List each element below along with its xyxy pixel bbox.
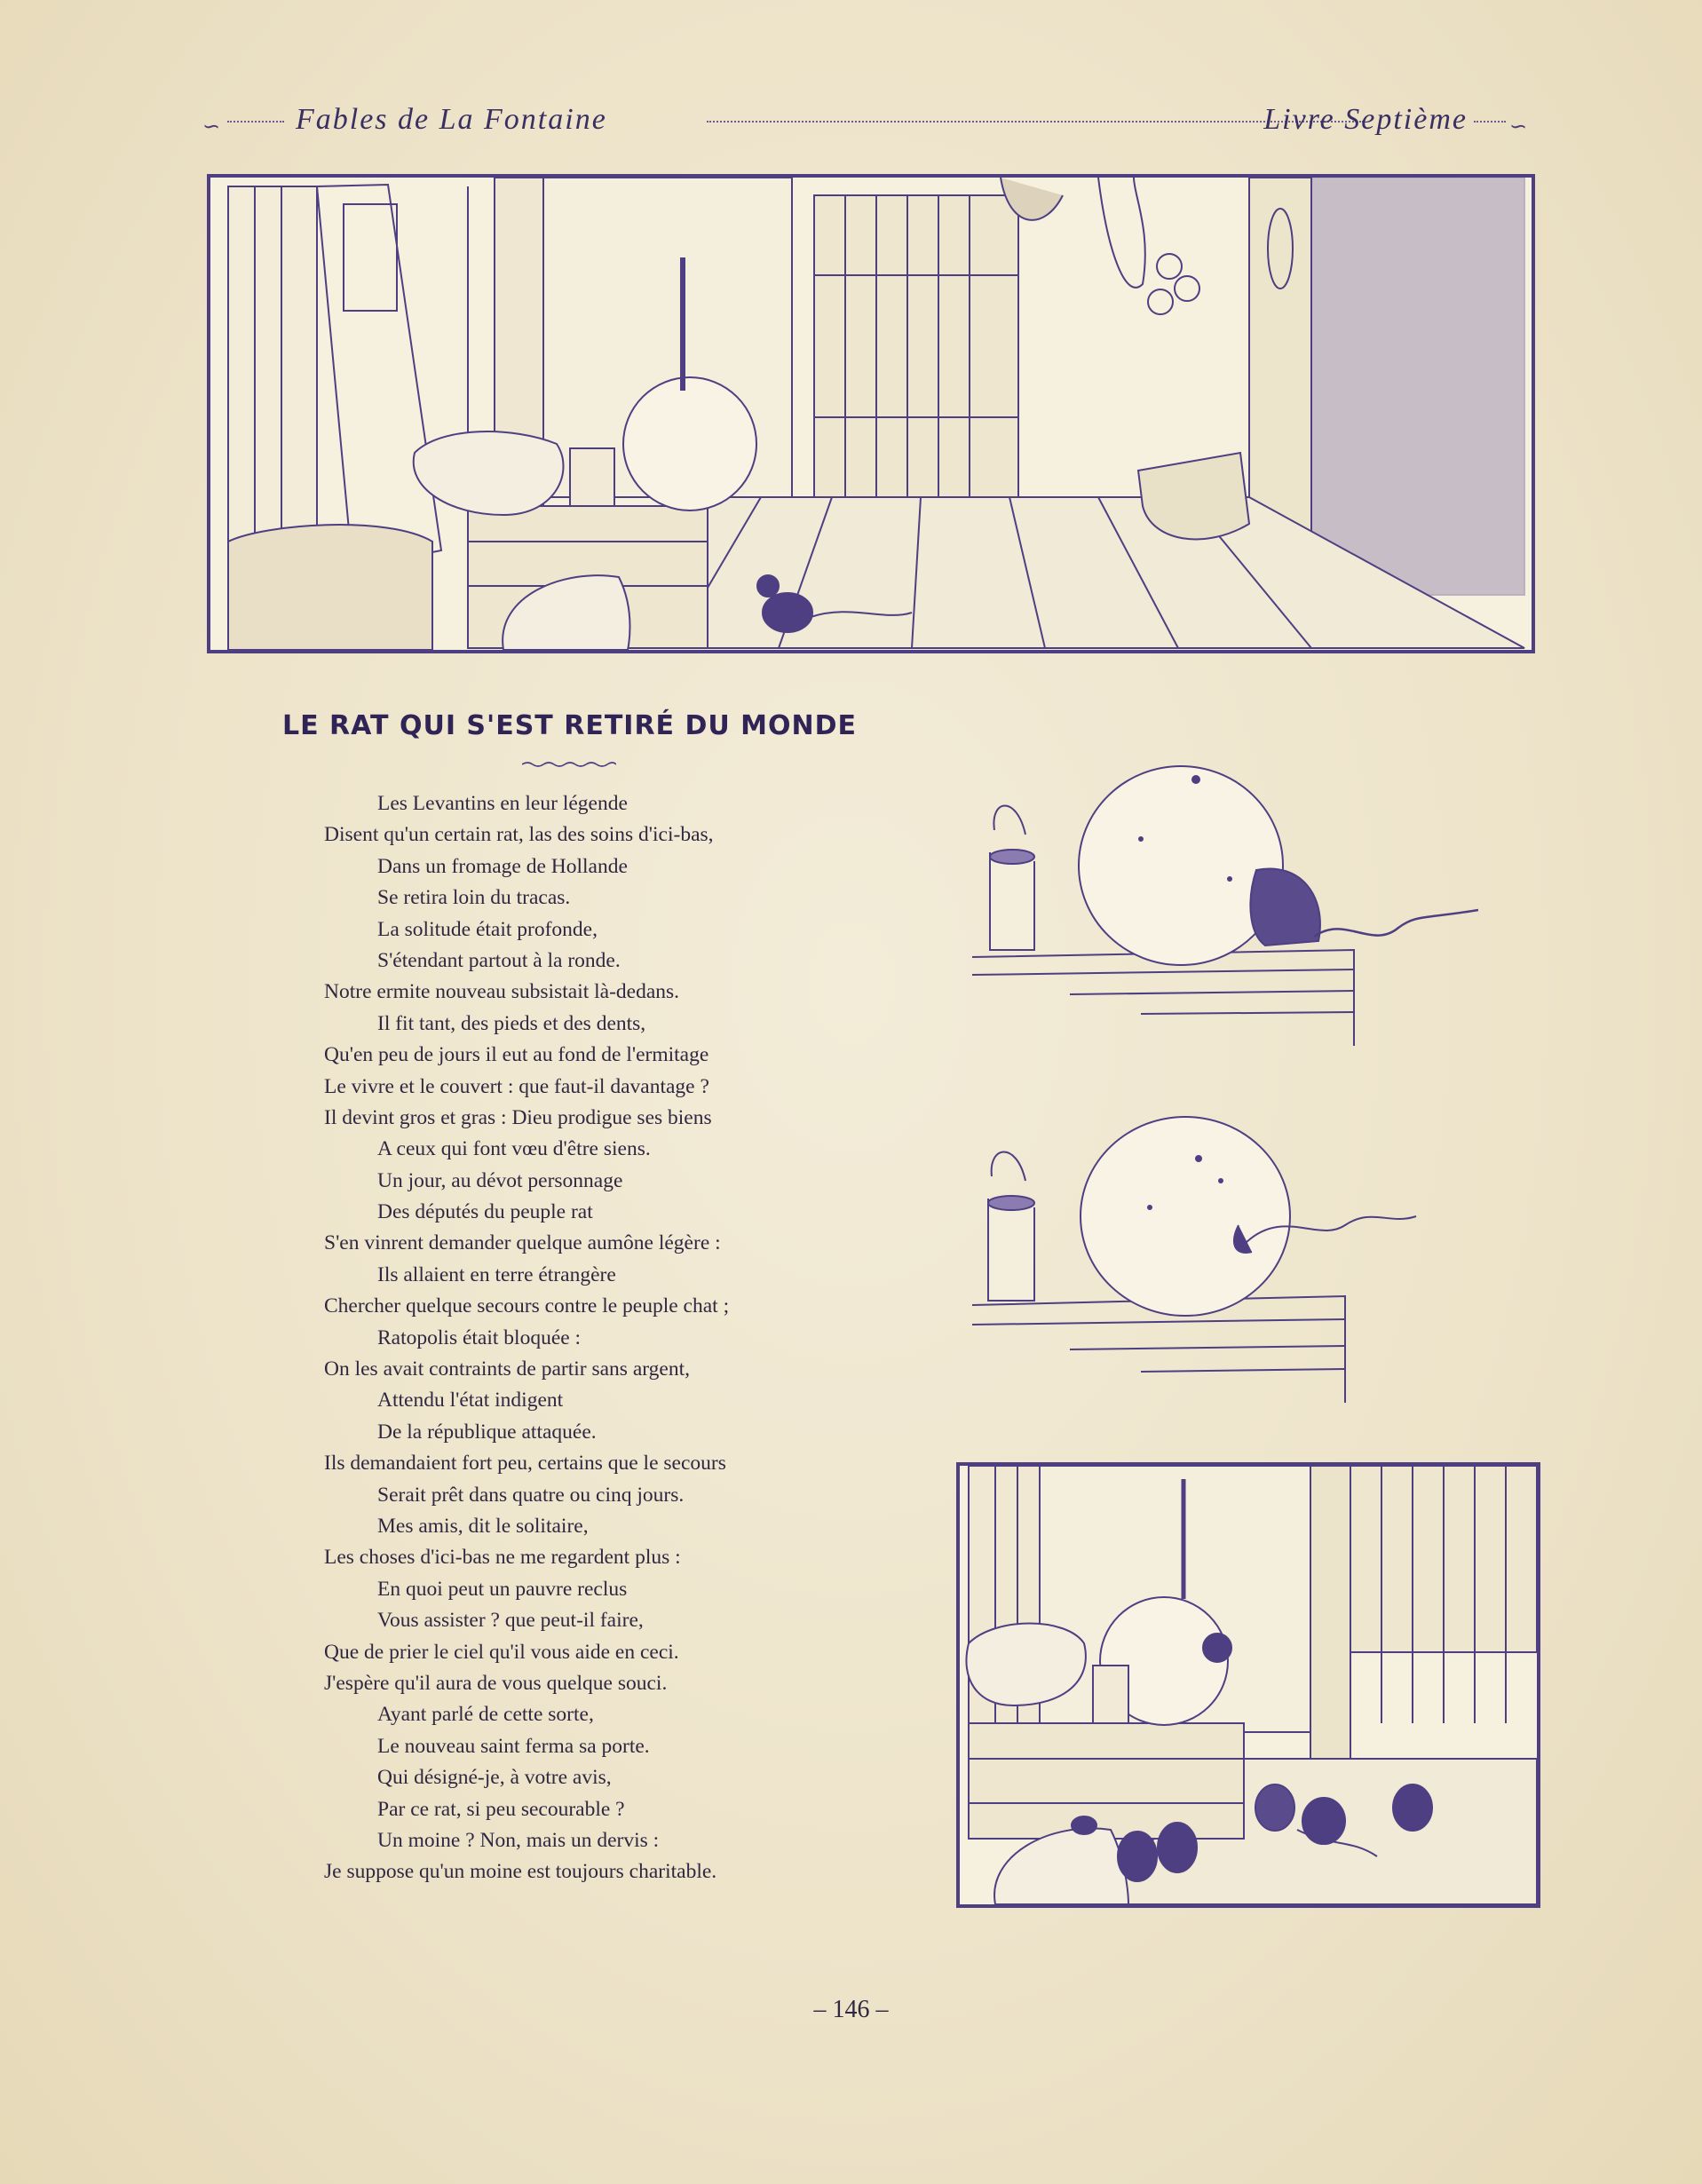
verse-line: Il devint gros et gras : Dieu prodigue ses biens	[324, 1105, 712, 1129]
fable-title: LE RAT QUI S'EST RETIRÉ DU MONDE	[282, 710, 858, 741]
header-rule-right	[1474, 121, 1506, 123]
verse-line: En quoi peut un pauvre reclus	[377, 1577, 628, 1601]
running-header	[202, 99, 1530, 144]
verse-line: Serait prêt dans quatre ou cinq jours.	[377, 1483, 685, 1507]
verse-line: On les avait contraints de partir sans argent,	[324, 1357, 690, 1381]
header-left-flourish-icon: ∽	[202, 114, 221, 138]
rat-tail-in-cheese-vignette	[963, 1092, 1461, 1412]
verse-line: Qu'en peu de jours il eut au fond de l'ermitage	[324, 1043, 709, 1067]
verse-line: Il fit tant, des pieds et des dents,	[377, 1011, 646, 1035]
verse-line: A ceux qui font vœu d'être siens.	[377, 1137, 651, 1161]
page-number: – 146 –	[813, 1996, 889, 2023]
verse-line: S'en vinrent demander quelque aumône légère :	[324, 1231, 721, 1255]
verse-line: Par ce rat, si peu secourable ?	[377, 1797, 625, 1821]
verse-line: Des députés du peuple rat	[377, 1200, 593, 1224]
verse-line: Notre ermite nouveau subsistait là-dedans.	[324, 980, 680, 1004]
book-title: Fables de La Fontaine	[296, 103, 607, 136]
verse-line: Chercher quelque secours contre le peuple chat ;	[324, 1294, 730, 1318]
verse-line: Je suppose qu'un moine est toujours charitable.	[324, 1860, 717, 1884]
header-rule-left	[227, 121, 284, 123]
verse-line: Mes amis, dit le solitaire,	[377, 1514, 589, 1538]
verse-line: Ils demandaient fort peu, certains que le secours	[324, 1452, 726, 1476]
verse-line: De la république attaquée.	[377, 1420, 597, 1444]
header-right-flourish-icon: ∽	[1509, 114, 1528, 138]
verse-line: Dans un fromage de Hollande	[377, 854, 628, 878]
verse-line: Le nouveau saint ferma sa porte.	[377, 1734, 650, 1758]
verse-line: Ayant parlé de cette sorte,	[377, 1703, 594, 1727]
verse-line: Attendu l'état indigent	[377, 1389, 564, 1412]
verse-line: Ils allaient en terre étrangère	[377, 1262, 616, 1286]
verse-line: S'étendant partout à la ronde.	[377, 948, 621, 972]
pantry-scene-illustration	[207, 174, 1535, 653]
verse-line: Un jour, au dévot personnage	[377, 1168, 623, 1192]
verse-line: Un moine ? Non, mais un dervis :	[377, 1828, 660, 1852]
verse-line: Qui désigné-je, à votre avis,	[377, 1766, 612, 1790]
verse-line: Les Levantins en leur légende	[377, 792, 628, 815]
book-section: Livre Septième	[1263, 103, 1468, 136]
verse-line: Les choses d'ici-bas ne me regardent plus :	[324, 1546, 681, 1570]
verse-line: Ratopolis était bloquée :	[377, 1325, 582, 1349]
fable-poem	[324, 788, 910, 1888]
rat-entering-cheese-vignette	[963, 737, 1478, 1056]
verse-line: Vous assister ? que peut-il faire,	[377, 1609, 644, 1633]
rat-deputies-scene-illustration	[956, 1462, 1540, 1908]
verse-line: Se retira loin du tracas.	[377, 886, 571, 910]
verse-line: J'espère qu'il aura de vous quelque souci.	[324, 1671, 668, 1695]
verse-line: Le vivre et le couvert : que faut-il davantage ?	[324, 1074, 709, 1098]
verse-line: La solitude était profonde,	[377, 917, 598, 941]
verse-line: Disent qu'un certain rat, las des soins d'ici-bas,	[324, 823, 714, 847]
title-underline-ornament	[522, 761, 616, 768]
verse-line: Que de prier le ciel qu'il vous aide en ceci.	[324, 1640, 679, 1664]
